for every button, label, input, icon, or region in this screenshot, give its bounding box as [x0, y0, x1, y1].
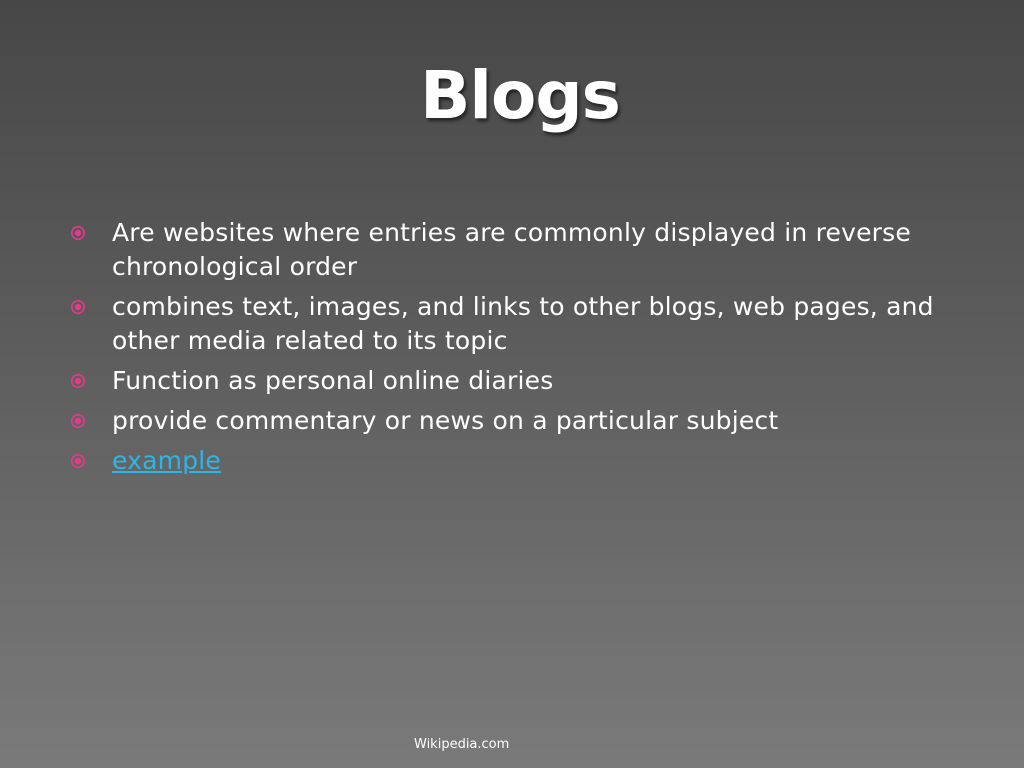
- bullet-item-5: [70, 444, 970, 478]
- example-link[interactable]: example: [112, 446, 222, 475]
- bullet-list: [70, 216, 970, 484]
- bullet-item-2: [70, 290, 970, 358]
- radio-bullet-icon: [70, 413, 86, 429]
- bullet-item-1: [70, 216, 970, 284]
- bullet-text: Are websites where entries are commonly displayed in reverse chronological order: [112, 218, 911, 281]
- bullet-text: Function as personal online diaries: [112, 366, 554, 395]
- bullet-item-4: [70, 404, 970, 438]
- radio-bullet-icon: [70, 453, 86, 469]
- source-caption: Wikipedia.com: [414, 737, 510, 752]
- bullet-item-3: [70, 364, 970, 398]
- slide-title: Blogs: [420, 57, 620, 134]
- radio-bullet-icon: [70, 373, 86, 389]
- radio-bullet-icon: [70, 299, 86, 315]
- bullet-text: provide commentary or news on a particular subject: [112, 406, 779, 435]
- bullet-text: combines text, images, and links to other blogs, web pages, and other media related to its topic: [112, 292, 934, 355]
- radio-bullet-icon: [70, 225, 86, 241]
